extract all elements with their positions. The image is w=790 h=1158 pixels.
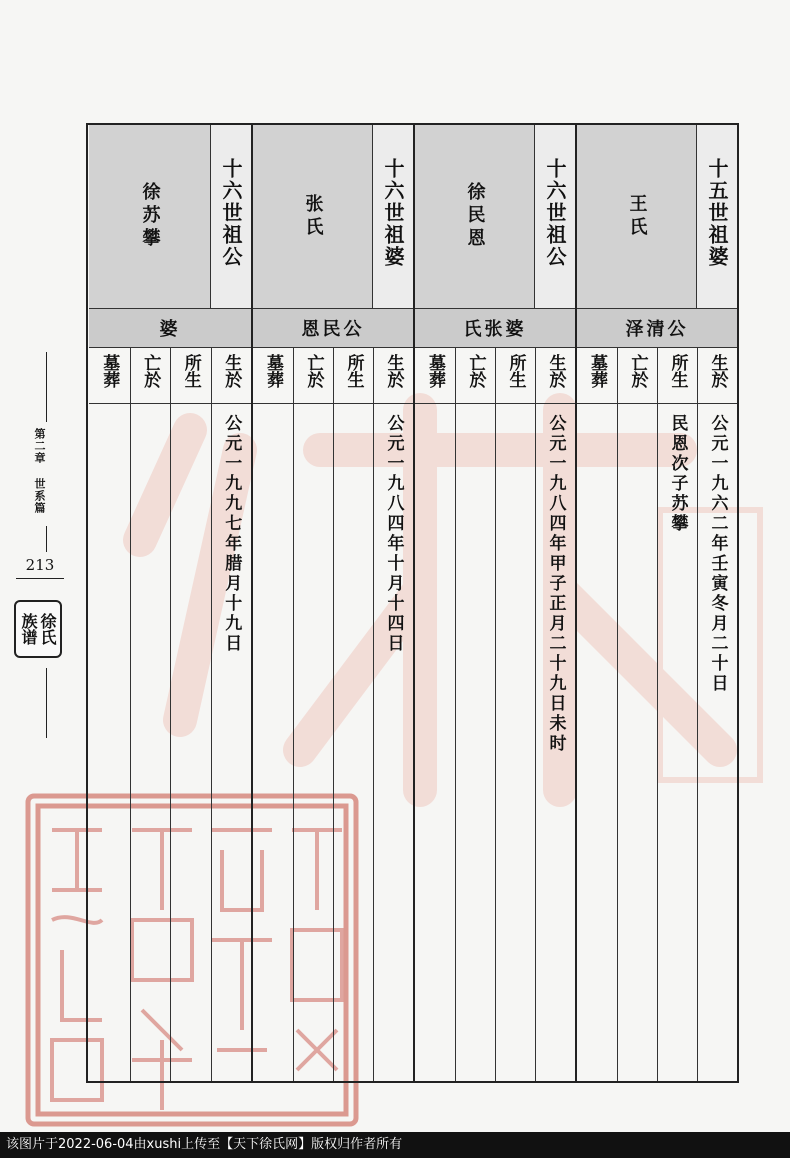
generation-title: 十六世祖婆	[381, 158, 405, 268]
detail-columns	[89, 348, 251, 1081]
detail-column-birth	[535, 348, 575, 1081]
person-block	[575, 125, 737, 1081]
name-cell	[253, 125, 372, 308]
person-name: 张氏	[302, 193, 324, 240]
generation-cell	[696, 125, 737, 308]
label-birth: 生於	[536, 348, 575, 404]
margin-rule-mid	[46, 526, 47, 552]
person-block	[413, 125, 575, 1081]
parents-row: 泽清公	[577, 309, 737, 348]
label-parent: 所生	[658, 348, 697, 404]
person-block	[89, 125, 251, 1081]
person-header	[415, 125, 575, 309]
detail-columns	[577, 348, 737, 1081]
detail-column-death	[130, 348, 171, 1081]
person-name: 王氏	[626, 193, 648, 240]
person-name: 徐民恩	[464, 182, 486, 251]
label-birth: 生於	[212, 348, 252, 404]
generation-title: 十六世祖公	[219, 158, 243, 268]
label-burial: 墓葬	[253, 348, 293, 404]
label-birth: 生於	[374, 348, 413, 404]
detail-column-birth	[697, 348, 737, 1081]
person-header	[253, 125, 413, 309]
label-death: 亡於	[618, 348, 657, 404]
parents-row: 恩民公	[253, 309, 413, 348]
value-burial	[415, 404, 455, 1081]
generation-cell	[210, 125, 251, 308]
value-parent	[334, 404, 373, 1081]
label-death: 亡於	[294, 348, 333, 404]
parents-row: 氏张婆	[415, 309, 575, 348]
value-birth: 公元一九六二年壬寅冬月二十日	[707, 414, 728, 694]
detail-column-death	[293, 348, 333, 1081]
detail-columns	[415, 348, 575, 1081]
detail-column-burial	[253, 348, 293, 1081]
parents-row: 婆	[89, 309, 251, 348]
label-birth: 生於	[698, 348, 737, 404]
label-burial: 墓葬	[415, 348, 455, 404]
value-burial	[253, 404, 293, 1081]
value-death	[618, 404, 657, 1081]
person-block	[251, 125, 413, 1081]
generation-cell	[534, 125, 575, 308]
label-parent: 所生	[171, 348, 211, 404]
label-burial: 墓葬	[577, 348, 617, 404]
generation-title: 十五世祖婆	[705, 158, 729, 268]
detail-columns	[253, 348, 413, 1081]
value-burial	[577, 404, 617, 1081]
detail-column-birth	[211, 348, 252, 1081]
generation-cell	[372, 125, 413, 308]
value-death	[294, 404, 333, 1081]
value-birth: 公元一九九七年腊月十九日	[221, 414, 242, 654]
page-number-rule	[16, 578, 64, 579]
label-death: 亡於	[131, 348, 171, 404]
detail-column-parent	[333, 348, 373, 1081]
person-header	[577, 125, 737, 309]
detail-column-birth	[373, 348, 413, 1081]
logo-text-1: 徐氏	[38, 613, 57, 645]
genealogy-table	[86, 123, 739, 1083]
detail-column-burial	[577, 348, 617, 1081]
margin-rule-top	[46, 352, 47, 422]
chapter-label: 第二章 世系篇	[33, 428, 46, 514]
name-cell	[415, 125, 534, 308]
copyright-footer: 该图片于2022-06-04由xushi上传至【天下徐氏网】版权归作者所有	[0, 1132, 790, 1158]
value-birth: 公元一九八四年甲子正月二十九日未时	[545, 414, 566, 754]
generation-title: 十六世祖公	[543, 158, 567, 268]
detail-column-death	[455, 348, 495, 1081]
value-parent	[171, 404, 211, 1081]
detail-column-parent	[657, 348, 697, 1081]
name-cell	[577, 125, 696, 308]
margin-rule-bottom	[46, 668, 47, 738]
label-parent: 所生	[334, 348, 373, 404]
person-name: 徐苏攀	[139, 182, 161, 251]
value-birth: 公元一九八四年十月十四日	[383, 414, 404, 654]
value-parent	[496, 404, 535, 1081]
detail-column-parent	[495, 348, 535, 1081]
logo-text-2: 族谱	[19, 613, 38, 645]
value-death	[456, 404, 495, 1081]
detail-column-burial	[89, 348, 130, 1081]
page-number: 213	[25, 556, 55, 574]
name-cell	[89, 125, 210, 308]
label-burial: 墓葬	[89, 348, 130, 404]
value-parent: 民恩次子苏攀	[667, 414, 688, 534]
genealogy-logo	[14, 600, 62, 658]
label-parent: 所生	[496, 348, 535, 404]
label-death: 亡於	[456, 348, 495, 404]
person-header	[89, 125, 251, 309]
value-death	[131, 404, 171, 1081]
value-burial	[89, 404, 130, 1081]
detail-column-death	[617, 348, 657, 1081]
detail-column-burial	[415, 348, 455, 1081]
detail-column-parent	[170, 348, 211, 1081]
